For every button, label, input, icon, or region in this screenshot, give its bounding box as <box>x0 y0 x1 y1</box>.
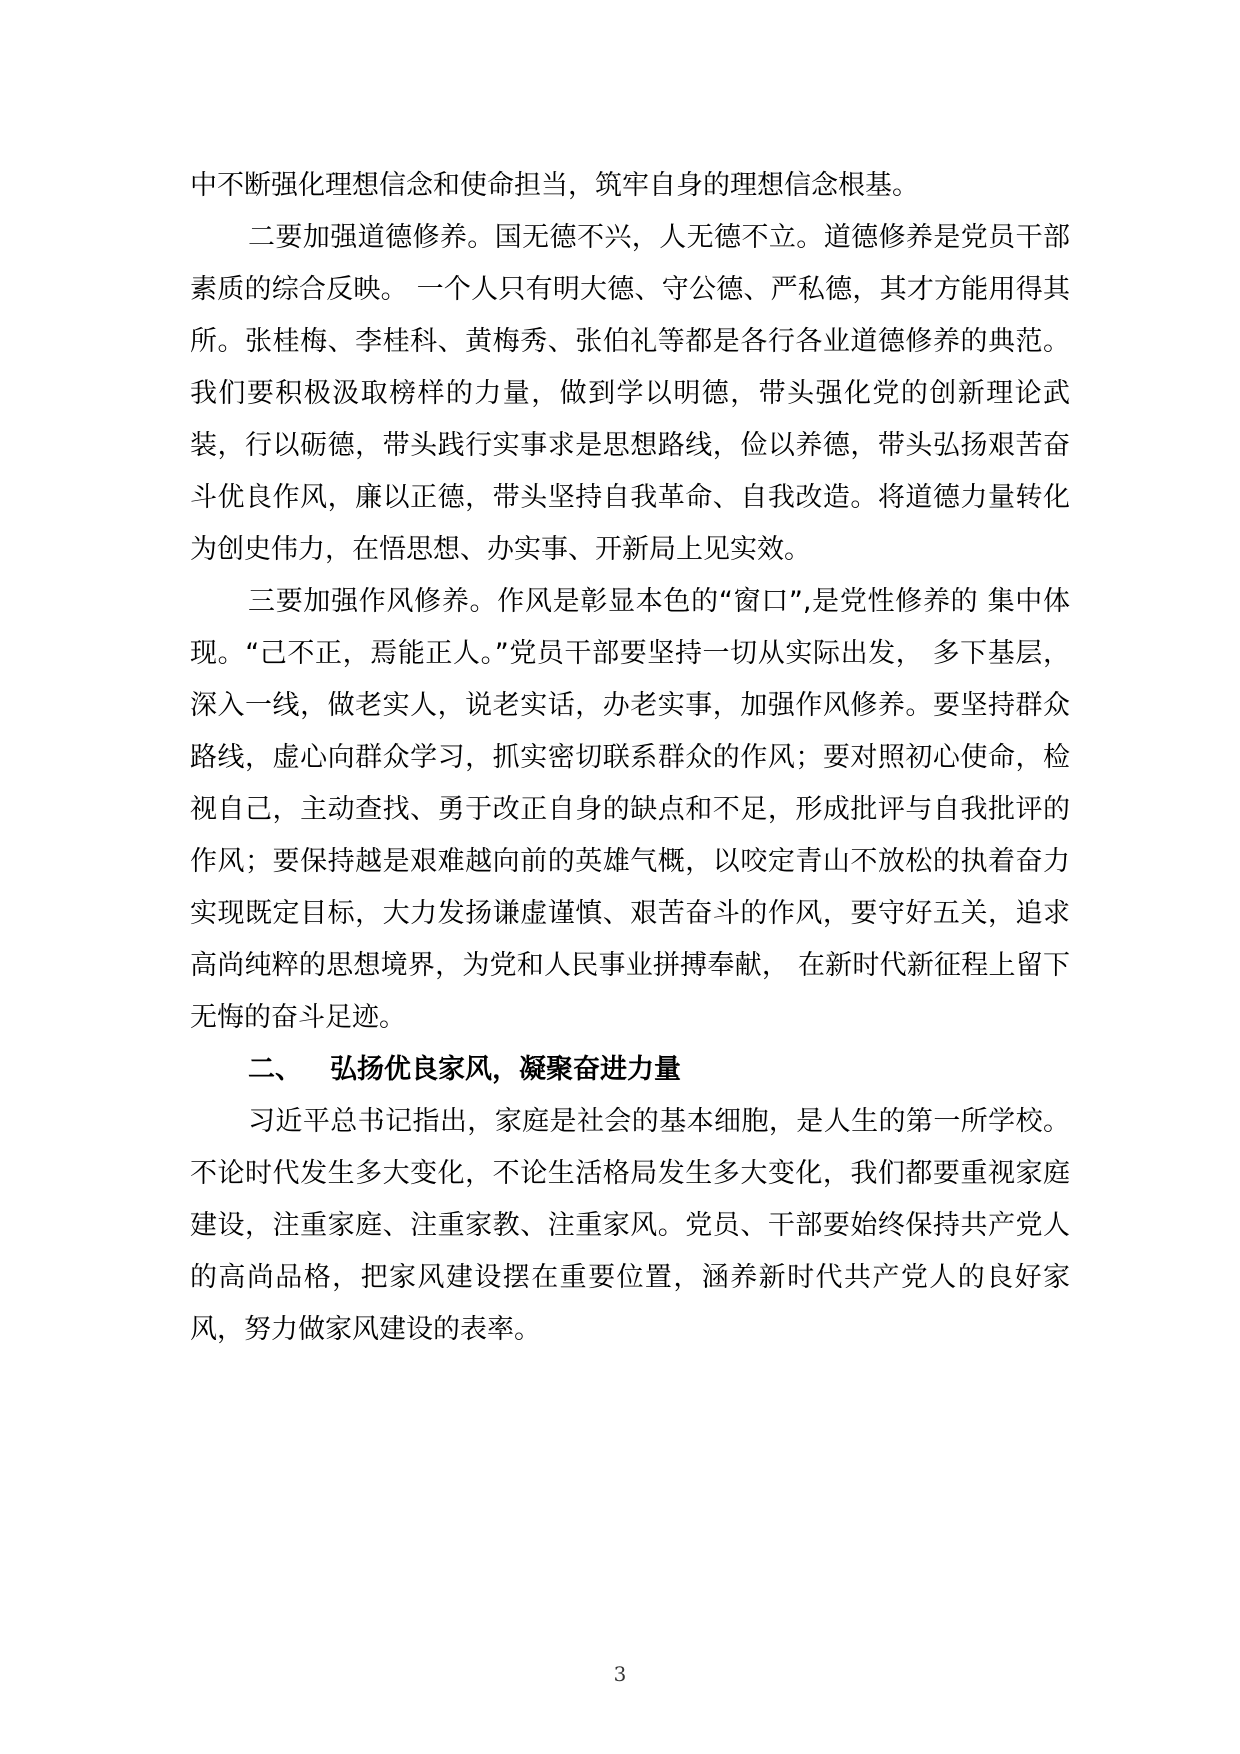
paragraph-family-tradition: 习近平总书记指出，家庭是社会的基本细胞，是人生的第一所学校。不论时代发生多大变化，不论生活格局发生多大变化，我们都要重视家庭建设，注重家庭、注重家教、注重家风。党员、干部要始终保持共产党人的高尚品格，把家风建设摆在重要位置，涵养新时代共产党人的良好家风，努力做家风建设的表率。 <box>190 1106 1070 1345</box>
paragraph-moral-cultivation: 二要加强道德修养。国无德不兴，人无德不立。道德修养是党员干部素质的综合反映。 一个人只有明大德、守公德、严私德，其才方能用得其所。张桂梅、李桂科、黄梅秀、张伯礼等都是各行各业道德修养的典范。我们要积极汲取榜样的力量，做到学以明德，带头强化党的创新理论武装，行以砺德，带头践行实事求是思想路线，俭以养德，带头弘扬艰苦奋斗优良作风，廉以正德，带头坚持自我革命、自我改造。将道德力量转化为创史伟力，在悟思想、办实事、开新局上见实效。 <box>190 222 1070 565</box>
section-heading <box>190 1044 1070 1096</box>
section-heading-title: 弘扬优良家风，凝聚奋进力量 <box>330 1054 681 1085</box>
page-number: 3 <box>613 1662 627 1686</box>
paragraph-work-style: 三要加强作风修养。作风是彰显本色的“窗口”,是党性修养的 集中体现。“己不正，焉能正人。”党员干部要坚持一切从实际出发， 多下基层，深入一线，做老实人，说老实话，办老实事，加强作风修养。要坚持群众路线，虚心向群众学习，抓实密切联系群众的作风；要对照初心使命，检视自己，主动查找、勇于改正自身的缺点和不足，形成批评与自我批评的作风；要保持越是艰难越向前的英雄气概，以咬定青山不放松的执着奋力实现既定目标，大力发扬谦虚谨慎、艰苦奋斗的作风，要守好五关，追求高尚纯粹的思想境界，为党和人民事业拼搏奉献， 在新时代新征程上留下无悔的奋斗足迹。 <box>190 586 1070 1033</box>
section-heading-number: 二、 <box>248 1054 302 1085</box>
paragraph-continuation: 中不断强化理想信念和使命担当，筑牢自身的理想信念根基。 <box>190 170 919 201</box>
document-body <box>190 160 1070 1356</box>
